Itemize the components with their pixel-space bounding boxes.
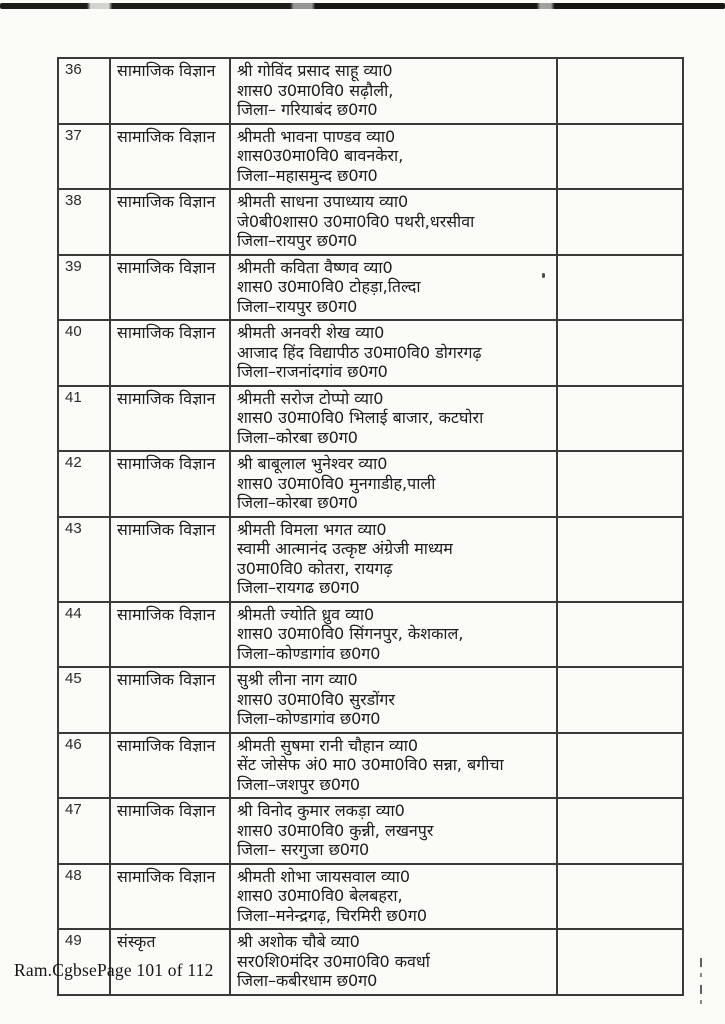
details-line: श्री विनोद कुमार लकड़ा व्या0 — [237, 801, 405, 820]
details-line: जिला–मनेन्द्रगढ़, चिरमिरी छ0ग0 — [237, 905, 428, 925]
details-line: श्रीमती शोभा जायसवाल व्या0 — [237, 866, 411, 886]
subject-cell: सामाजिक विज्ञान — [110, 124, 230, 190]
serial-number-cell: 38 — [58, 189, 110, 255]
table-row — [58, 733, 683, 799]
serial-number-cell: 44 — [58, 602, 110, 668]
details-line: शास0 उ0मा0वि0 सुरडोंगर — [237, 689, 395, 709]
table-body — [58, 58, 683, 995]
subject-cell: सामाजिक विज्ञान — [110, 451, 230, 517]
scan-artifact-dash — [700, 958, 702, 1008]
details-line: जिला–राजनांदगांव छ0ग0 — [237, 362, 388, 381]
empty-cell — [557, 864, 683, 930]
subject-cell: सामाजिक विज्ञान — [110, 798, 230, 864]
empty-cell — [557, 667, 683, 733]
subject-cell: सामाजिक विज्ञान — [110, 255, 230, 321]
details-line: जिला–कोरबा छ0ग0 — [237, 493, 358, 512]
details-line: शास0 उ0मा0वि0 सढ़ौली, — [237, 80, 394, 100]
scan-artifact-dot — [542, 273, 545, 278]
subject-cell: सामाजिक विज्ञान — [110, 517, 230, 602]
table-row — [58, 451, 683, 517]
details-line: शास0 उ0मा0वि0 टोहड़ा,तिल्दा — [237, 277, 421, 296]
empty-cell — [557, 451, 683, 517]
serial-number-cell: 46 — [58, 733, 110, 799]
empty-cell — [557, 517, 683, 602]
details-line: श्रीमती कविता वैष्णव व्या0 — [237, 257, 393, 277]
empty-cell — [557, 798, 683, 864]
table-row — [58, 864, 683, 930]
details-cell — [230, 864, 557, 930]
scan-edge-artifact — [0, 3, 725, 9]
details-line: श्रीमती विमला भगत व्या0 — [237, 519, 387, 539]
empty-cell — [557, 733, 683, 799]
subject-cell: सामाजिक विज्ञान — [110, 733, 230, 799]
details-line: जिला–कोण्डागांव छ0ग0 — [237, 709, 381, 728]
empty-cell — [557, 58, 683, 124]
details-line: श्रीमती भावना पाण्डव व्या0 — [237, 126, 396, 146]
table-row — [58, 320, 683, 386]
details-cell — [230, 189, 557, 255]
details-line: सर0शि0मंदिर उ0मा0वि0 कवर्धा — [237, 951, 430, 971]
teacher-list-table — [57, 57, 684, 996]
details-line: जिला–रायपुर छ0ग0 — [237, 231, 358, 250]
details-line: शास0 उ0मा0वि0 बेलबहरा, — [237, 886, 403, 905]
serial-number-cell: 48 — [58, 864, 110, 930]
table-row — [58, 667, 683, 733]
details-cell — [230, 320, 557, 386]
details-line: श्री बाबूलाल भुनेश्वर व्या0 — [237, 454, 388, 473]
serial-number-cell: 49 — [58, 929, 110, 995]
table-row — [58, 255, 683, 321]
subject-cell: संस्कृत — [110, 929, 230, 995]
details-cell — [230, 451, 557, 517]
details-line: जिला–जशपुर छ0ग0 — [237, 774, 361, 794]
serial-number-cell: 42 — [58, 451, 110, 517]
details-line: श्रीमती सुषमा रानी चौहान व्या0 — [237, 735, 419, 755]
subject-cell: सामाजिक विज्ञान — [110, 386, 230, 452]
subject-cell: सामाजिक विज्ञान — [110, 189, 230, 255]
details-line: श्री गोविंद प्रसाद साहू व्या0 — [237, 61, 393, 80]
details-line: जिला– सरगुजा छ0ग0 — [237, 840, 370, 859]
details-line: जिला–कोरबा छ0ग0 — [237, 427, 358, 447]
details-line: श्रीमती सरोज टोप्पो व्या0 — [237, 388, 384, 408]
empty-cell — [557, 929, 683, 995]
subject-cell: सामाजिक विज्ञान — [110, 58, 230, 124]
serial-number-cell: 43 — [58, 517, 110, 602]
details-line: आजाद हिंद विद्यापीठ उ0मा0वि0 डोगरगढ़ — [237, 342, 482, 362]
details-line: जिला– गरियाबंद छ0ग0 — [237, 100, 378, 119]
serial-number-cell: 39 — [58, 255, 110, 321]
empty-cell — [557, 320, 683, 386]
details-line: जिला–महासमुन्द छ0ग0 — [237, 165, 378, 185]
table-row — [58, 798, 683, 864]
table-row — [58, 602, 683, 668]
details-line: श्रीमती ज्योति ध्रुव व्या0 — [237, 604, 375, 624]
serial-number-cell: 40 — [58, 320, 110, 386]
details-line: शास0 उ0मा0वि0 मुनगाडीह,पाली — [237, 473, 436, 493]
empty-cell — [557, 124, 683, 190]
serial-number-cell: 41 — [58, 386, 110, 452]
serial-number-cell: 45 — [58, 667, 110, 733]
details-line: शास0उ0मा0वि0 बावनकेरा, — [237, 146, 404, 165]
details-line: शास0 उ0मा0वि0 भिलाई बाजार, कटघोरा — [237, 408, 484, 427]
subject-cell: सामाजिक विज्ञान — [110, 667, 230, 733]
details-line: जिला–रायगढ छ0ग0 — [237, 578, 360, 597]
details-cell — [230, 517, 557, 602]
details-line: स्वामी आत्मानंद उत्कृष्ट अंग्रेजी माध्यम — [237, 539, 453, 558]
details-line: शास0 उ0मा0वि0 सिंगनपुर, केशकाल, — [237, 624, 464, 643]
details-cell — [230, 798, 557, 864]
details-line: सुश्री लीना नाग व्या0 — [237, 670, 358, 689]
details-line: श्री अशोक चौबे व्या0 — [237, 932, 360, 951]
details-line: श्रीमती अनवरी शेख व्या0 — [237, 323, 385, 342]
table-row — [58, 58, 683, 124]
details-line: श्रीमती साधना उपाध्याय व्या0 — [237, 192, 409, 211]
empty-cell — [557, 602, 683, 668]
empty-cell — [557, 255, 683, 321]
details-cell — [230, 58, 557, 124]
details-cell — [230, 124, 557, 190]
page-footer: Ram.CgbsePage 101 of 112 — [14, 960, 214, 980]
table-row — [58, 189, 683, 255]
details-cell — [230, 929, 557, 995]
details-line: जिला–कोण्डागांव छ0ग0 — [237, 643, 381, 663]
details-line: जिला–कबीरधाम छ0ग0 — [237, 971, 378, 990]
details-line: सेंट जोसेफ अं0 मा0 उ0मा0वि0 सन्ना, बगीचा — [237, 755, 504, 774]
serial-number-cell: 36 — [58, 58, 110, 124]
empty-cell — [557, 189, 683, 255]
subject-cell: सामाजिक विज्ञान — [110, 320, 230, 386]
details-cell — [230, 667, 557, 733]
details-cell — [230, 255, 557, 321]
serial-number-cell: 37 — [58, 124, 110, 190]
subject-cell: सामाजिक विज्ञान — [110, 602, 230, 668]
table-row — [58, 517, 683, 602]
subject-cell: सामाजिक विज्ञान — [110, 864, 230, 930]
table-row — [58, 386, 683, 452]
details-cell — [230, 386, 557, 452]
empty-cell — [557, 386, 683, 452]
details-line: जिला–रायपुर छ0ग0 — [237, 296, 358, 316]
details-line: उ0मा0वि0 कोतरा, रायगढ़ — [237, 558, 393, 578]
details-cell — [230, 602, 557, 668]
details-line: जे0बी0शास0 उ0मा0वि0 पथरी,धरसीवा — [237, 211, 475, 231]
details-cell — [230, 733, 557, 799]
serial-number-cell: 47 — [58, 798, 110, 864]
table-row — [58, 124, 683, 190]
details-line: शास0 उ0मा0वि0 कुन्नी, लखनपुर — [237, 820, 434, 840]
